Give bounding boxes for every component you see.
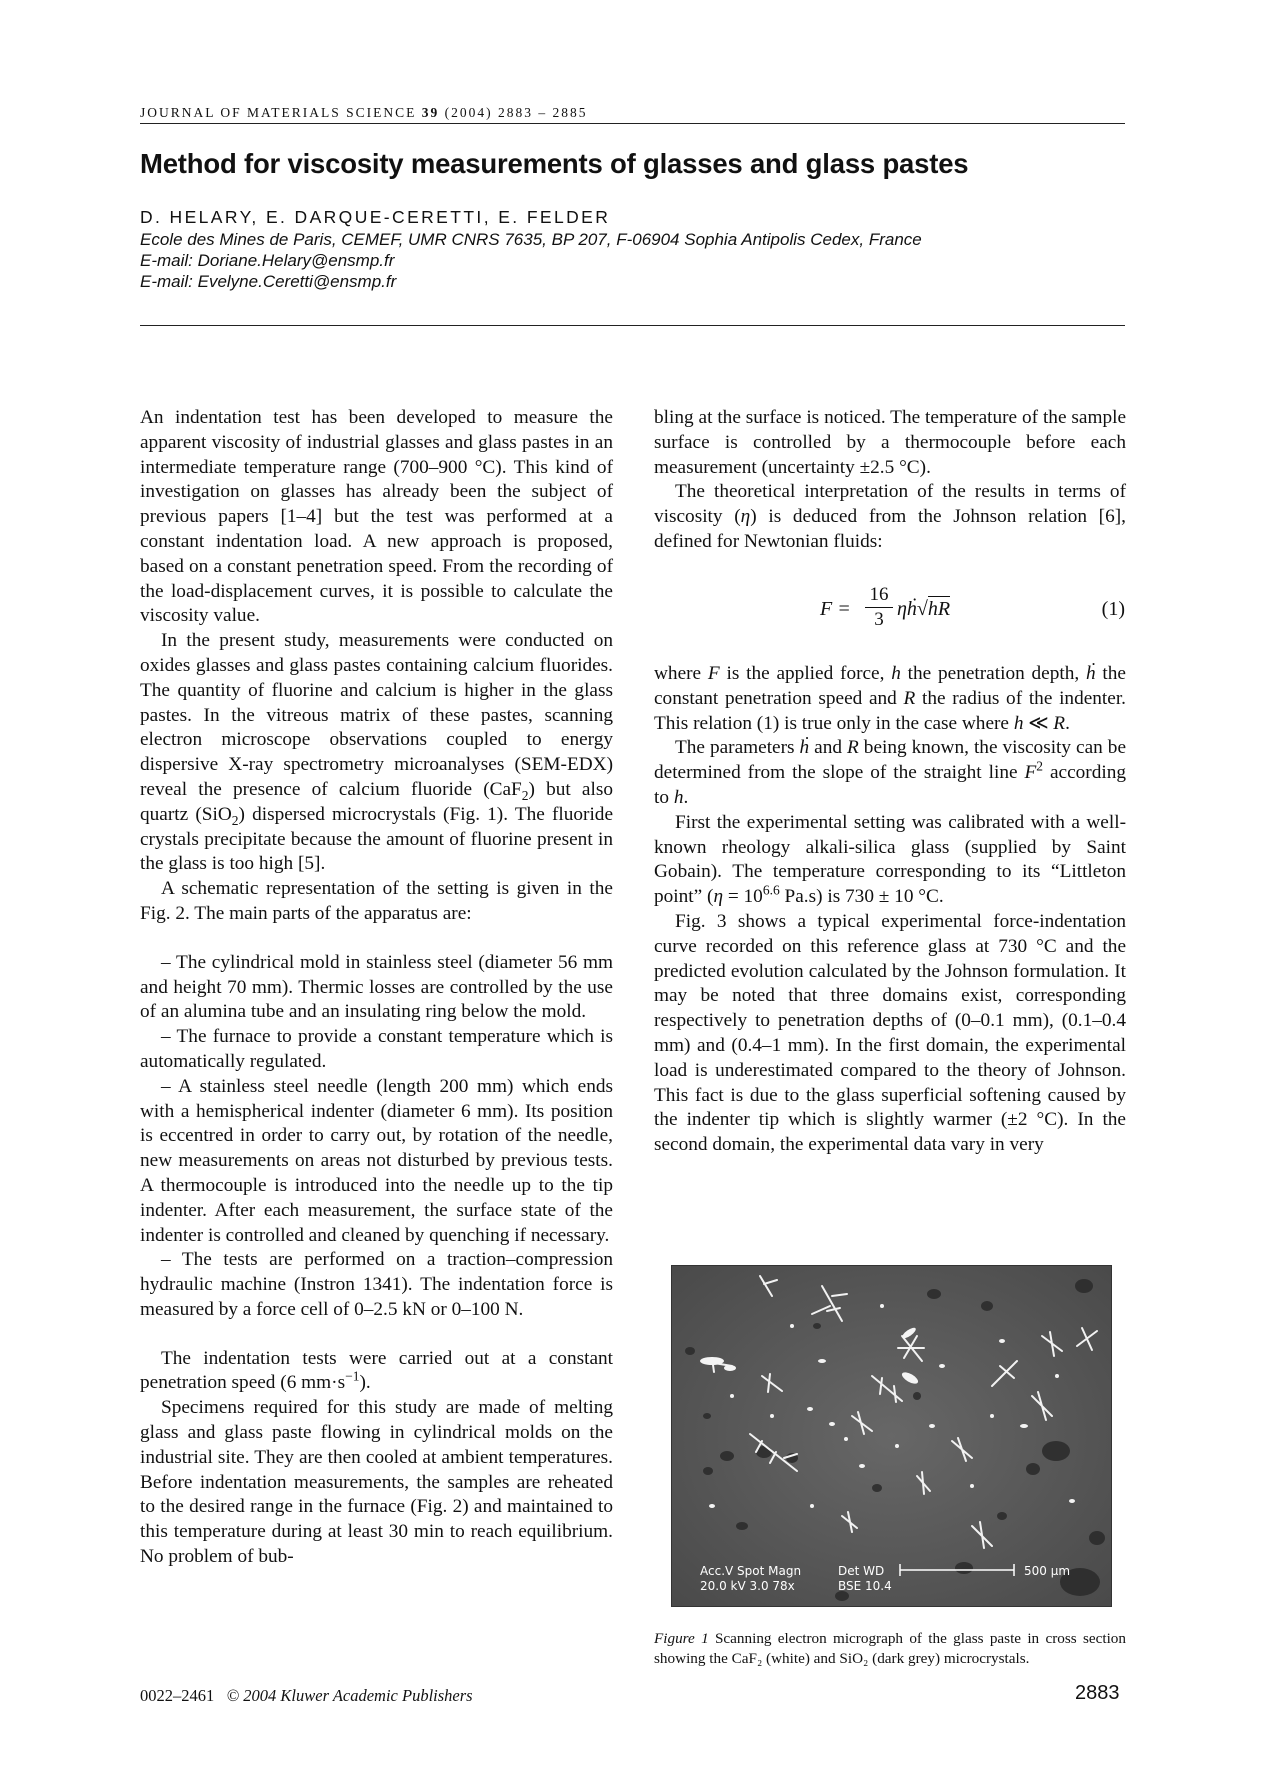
paragraph: In the present study, measurements were conducted on oxides glasses and glass pastes containing calcium fluorides. The quantity of fluorine and calcium is higher in the glass pastes. In the vitreous matrix of these pastes, scanning electron microscope observations coupled to energy dispersive X-ray spectrometry microanalyses (SEM-EDX) reveal the presence of calcium fluoride (CaF$_2$) but also quartz (SiO$_2$) dispersed microcrystals (Fig. 1). The fluoride crystals precipitate because the amount of fluorine present in the glass is too high [5]. [140,630,613,875]
list-item: – The cylindrical mold in stainless steel (diameter 56 mm and height 70 mm). Thermic losses are controlled by the use of an alumina tube and an insulating ring below the mold. [140,951,613,1023]
paragraph: The parameters ḣ and R being known, the viscosity can be determined from the slope of the straight line $F^2$ according to h. [654,737,1127,808]
paragraph: The indentation tests were carried out at a constant penetration speed (6 $mm\cdot s^{-1}$). [140,1347,613,1394]
sem-info-mid-values: BSE 10.4 [838,1579,892,1593]
equation-lhs: F = [820,598,851,620]
title-rule [140,325,1125,326]
equation-1 [650,580,1125,644]
list-item: – A stainless steel needle (length 200 mm) which ends with a hemispherical indenter (diameter 6 mm). Its position is eccentred in order to carry out, by rotation of the needle, new measurements on areas not disturbed by previous tests. A thermocouple is introduced into the needle up to the tip indenter. After each measurement, the surface state of the indenter is controlled and cleaned by quenching if necessary. [140,1075,613,1246]
authors: D. HELARY, E. DARQUE-CERETTI, E. FELDER [140,207,611,227]
header-rule [140,123,1125,124]
paragraph: An indentation test has been developed to measure the apparent viscosity of industrial glasses and glass pastes in an intermediate temperature range (700–900 °C). This kind of investigation on glasses has already been the subject of previous papers [1–4] but the test was performed at a constant indentation load. A new approach is proposed, based on a constant penetration speed. From the recording of the load-displacement curves, it is possible to calculate the viscosity value. [140,407,613,627]
paragraph: where F is the applied force, h the penetration depth, ḣ the constant penetration speed and R the radius of the indenter. This relation (1) is true only in the case where h ≪ R. [654,663,1126,734]
paragraph: Fig. 3 shows a typical experimental force-indentation curve recorded on this reference glass at 730 °C and the predicted evolution calculated by the Johnson formulation. It may be noted that three domains exist, corresponding respectively to penetration depths of (0–0.1 mm), (0.1–0.4 mm) and (0.4–1 mm). In the first domain, the experimental load is underestimated compared to the theory of Johnson. This fact is due to the glass superficial softening caused by the indenter tip which is slightly warmer (±2 °C). In the second domain, the experimental data vary in very [654,910,1126,1156]
equation-fraction: $\frac{16}{3}$ [865,583,893,632]
sem-info-left: Acc.V Spot Magn [700,1564,802,1578]
paragraph: First the experimental setting was calibrated with a well-known rheology alkali-silica glass (supplied by Saint Gobain). The temperature corresponding to its “Littleton point” ($\eta = 10^{6.6}$ Pa.s) is 730 ± 10 °C. [654,811,1126,908]
figure-caption [654,1629,1126,1669]
page-number: 2883 [1075,1682,1120,1704]
footer: 0022–2461 © 2004 Kluwer Academic Publishers [140,1686,473,1705]
sem-info-left-values: 20.0 kV 3.0 78x [700,1579,795,1593]
caption-text: Scanning electron micrograph of the glass paste in cross section showing the CaF₂ (white) and SiO₂ (dark grey) microcrystals. [654,1630,1126,1667]
email-2: E-mail: Evelyne.Ceretti@ensmp.fr [140,272,397,291]
email-1: E-mail: Doriane.Helary@ensmp.fr [140,251,395,270]
paragraph: Specimens required for this study are made of melting glass and glass paste flowing in cylindrical molds on the industrial site. They are then cooled at ambient temperatures. Before indentation measurements, the samples are reheated to the desired range in the furnace (Fig. 2) and maintained to this temperature during at least 30 min to reach equilibrium. No problem of bub- [140,1397,613,1568]
paragraph: bling at the surface is noticed. The temperature of the sample surface is controlled by a thermocouple before each measurement (uncertainty ±2.5 °C). [654,407,1126,478]
list-item: – The tests are performed on a traction–compression hydraulic machine (Instron 1341). The indentation force is measured by a force cell of 0–2.5 kN or 0–100 N. [140,1249,613,1320]
sem-info-mid: Det WD [838,1564,885,1578]
paragraph: The theoretical interpretation of the results in terms of viscosity (η) is deduced from the Johnson relation [6], defined for Newtonian fluids: [654,481,1126,552]
right-column-middle [654,662,1126,1158]
paper-title: Method for viscosity measurements of glasses and glass pastes [140,148,969,179]
equation-rhs: ηḣ√hR [897,598,951,620]
caption-label: Figure 1 [654,1630,709,1647]
sem-micrograph [671,1265,1112,1607]
left-column [140,406,613,1570]
right-column-top [654,406,1126,555]
paragraph: A schematic representation of the setting is given in the Fig. 2. The main parts of the apparatus are: [140,878,613,924]
scale-bar-label: 500 μm [1024,1564,1071,1578]
list-item: – The furnace to provide a constant temperature which is automatically regulated. [140,1026,613,1072]
equation-number: (1) [1101,598,1125,620]
journal-header: JOURNAL OF MATERIALS SCIENCE 39 (2004) 2883 – 2885 [140,105,588,120]
affiliation: Ecole des Mines de Paris, CEMEF, UMR CNRS 7635, BP 207, F-06904 Sophia Antipolis Cedex, France [140,230,922,249]
